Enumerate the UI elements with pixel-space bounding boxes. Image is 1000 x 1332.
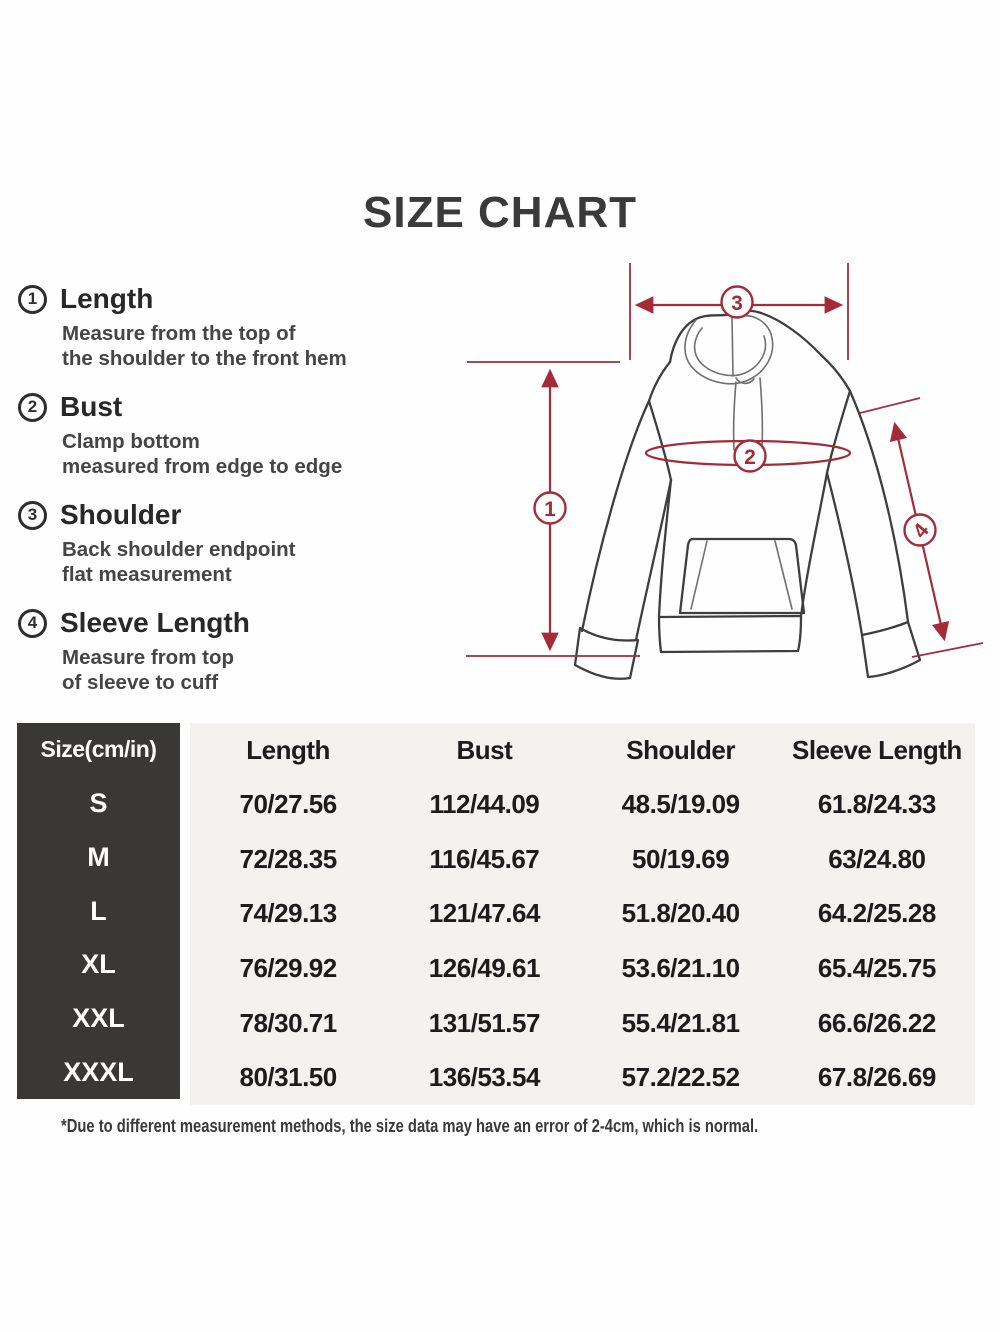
marker-3-number: 3 <box>731 292 743 315</box>
pocket-opening-left <box>691 541 707 609</box>
step-2-badge: 2 <box>18 393 47 422</box>
arrow-lines <box>550 305 944 648</box>
body-right-seam <box>801 473 827 616</box>
hem-band <box>659 616 801 652</box>
table-cell: 57.2/22.52 <box>621 1062 740 1093</box>
measurement-instructions <box>18 283 428 715</box>
table-cell: 74/29.13 <box>239 898 337 929</box>
sleeve-bar-top <box>860 398 920 413</box>
marker-badges <box>535 287 936 546</box>
table-cell: 64.2/25.28 <box>817 898 936 929</box>
size-label-xxl: XXL <box>72 1002 125 1033</box>
size-label-xxxl: XXXL <box>63 1056 134 1087</box>
description-line: the shoulder to the front hem <box>62 347 347 370</box>
right-cuff <box>862 622 920 677</box>
left-cuff <box>575 628 638 679</box>
table-cell: 76/29.92 <box>239 953 337 984</box>
instruction-label: Sleeve Length <box>60 607 250 638</box>
description-line: Clamp bottom <box>62 430 200 453</box>
instruction-heading <box>18 391 428 423</box>
column-header-sleeve-length: Sleeve Length <box>791 734 962 765</box>
left-armhole-seam <box>649 401 671 480</box>
column-header-bust: Bust <box>456 734 513 765</box>
size-column <box>17 723 180 1099</box>
size-label-l: L <box>90 895 107 926</box>
description-line: Back shoulder endpoint <box>62 538 296 561</box>
marker-2-number: 2 <box>744 446 756 469</box>
table-cell: 66.6/26.22 <box>817 1007 936 1038</box>
table-cell: 70/27.56 <box>239 789 337 820</box>
table-cell: 65.4/25.75 <box>817 953 936 984</box>
table-cell: 48.5/19.09 <box>621 789 740 820</box>
table-cell: 51.8/20.40 <box>621 898 740 929</box>
collar-outer <box>685 316 773 384</box>
size-label-m: M <box>87 841 110 872</box>
description-line: Measure from top <box>62 646 234 669</box>
hoodie-sketch <box>430 250 1000 710</box>
table-cell: 67.8/26.69 <box>817 1062 936 1093</box>
instruction-bust <box>18 391 428 479</box>
marker-4-number: 4 <box>908 519 934 543</box>
left-sleeve-outer <box>582 362 670 631</box>
table-cell: 53.6/21.10 <box>621 953 740 984</box>
page-title: SIZE CHART <box>363 188 637 237</box>
instruction-label: Shoulder <box>60 499 182 530</box>
instruction-heading <box>18 499 428 531</box>
table-cell: 80/31.50 <box>239 1062 337 1093</box>
size-label-xl: XL <box>81 949 116 980</box>
instruction-length <box>18 283 428 371</box>
instruction-heading <box>18 283 428 315</box>
column-header-length: Length <box>246 734 330 765</box>
instruction-description <box>62 321 428 371</box>
description-line: Measure from the top of <box>62 322 296 345</box>
table-cell: 72/28.35 <box>239 843 337 874</box>
description-line: of sleeve to cuff <box>62 671 219 694</box>
table-cell: 131/51.57 <box>428 1007 540 1038</box>
instruction-heading <box>18 607 428 639</box>
step-1-badge: 1 <box>18 285 47 314</box>
table-cell: 61.8/24.33 <box>817 789 936 820</box>
size-table-body <box>190 723 975 1105</box>
size-label-s: S <box>89 788 108 819</box>
instruction-description <box>62 645 428 695</box>
table-cell: 112/44.09 <box>429 789 540 820</box>
marker-1-number: 1 <box>544 498 556 521</box>
instruction-label: Length <box>60 283 154 314</box>
column-header-shoulder: Shoulder <box>626 734 735 765</box>
table-cell: 121/47.64 <box>428 898 540 929</box>
size-column-header: Size(cm/in) <box>40 736 157 763</box>
description-line: measured from edge to edge <box>62 455 343 478</box>
drawstring-left <box>734 382 736 450</box>
body-left-seam <box>659 480 671 617</box>
right-sleeve-outer <box>821 355 908 622</box>
table-cell: 55.4/21.81 <box>621 1007 740 1038</box>
table-cell: 116/45.67 <box>429 843 540 874</box>
instruction-description <box>62 429 428 479</box>
instruction-shoulder <box>18 499 428 587</box>
sleeve-bar-bottom <box>912 643 983 657</box>
table-cell: 63/24.80 <box>828 843 926 874</box>
table-cell: 78/30.71 <box>239 1007 337 1038</box>
hood-center-seam <box>732 317 733 376</box>
table-cell: 50/19.69 <box>632 843 730 874</box>
description-line: flat measurement <box>62 563 232 586</box>
instruction-label: Bust <box>60 391 123 422</box>
step-4-badge: 4 <box>18 609 47 638</box>
hoodie-diagram <box>430 250 1000 710</box>
instruction-description <box>62 537 428 587</box>
size-table <box>17 723 975 1105</box>
hoodie-outline <box>575 311 920 679</box>
instruction-sleeve-length <box>18 607 428 695</box>
collar-inner <box>695 328 766 376</box>
step-3-badge: 3 <box>18 501 47 530</box>
measurement-disclaimer: *Due to different measurement methods, the size data may have an error of 2-4cm, which is normal. <box>61 1116 759 1136</box>
hood-outer <box>670 311 821 362</box>
table-cell: 136/53.54 <box>428 1062 540 1093</box>
right-sleeve-inner <box>827 473 862 635</box>
pocket-opening-right <box>775 541 792 609</box>
drawstring-right <box>760 378 762 448</box>
table-cell: 126/49.61 <box>428 953 540 984</box>
